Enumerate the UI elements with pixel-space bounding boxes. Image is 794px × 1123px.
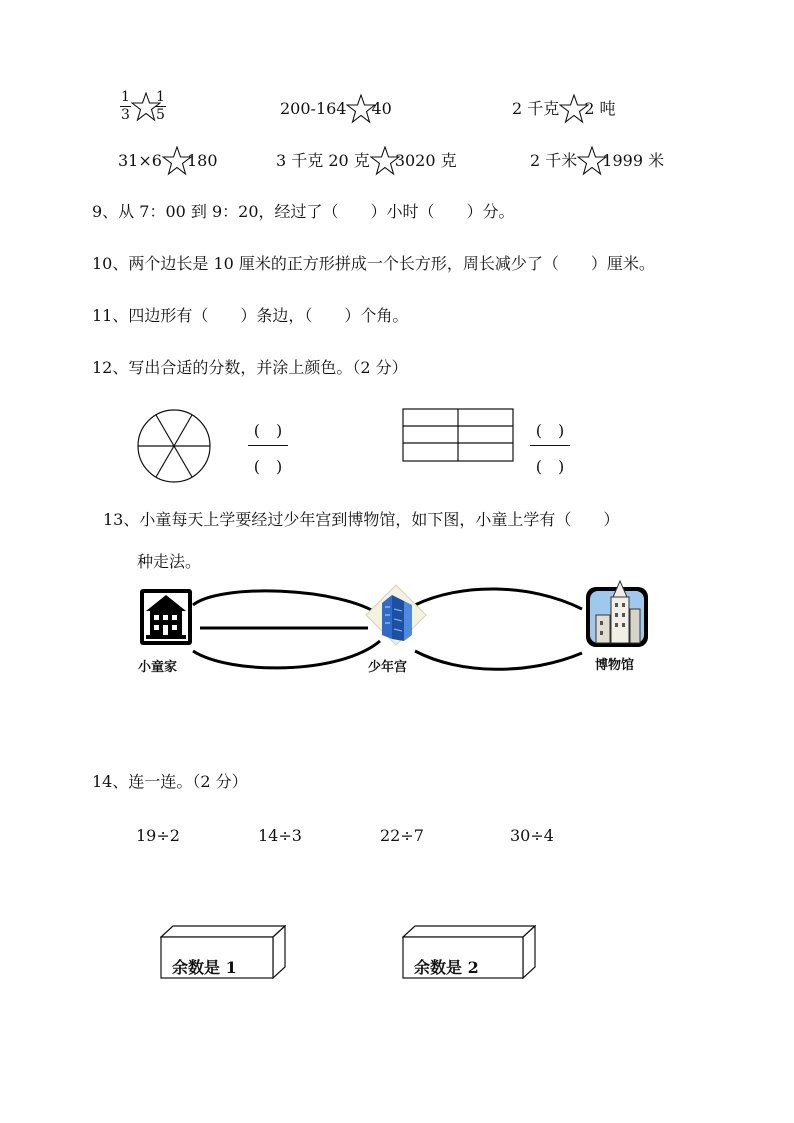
division-1[interactable]: 19÷2: [136, 826, 180, 845]
comparison-5: 3 千克 20 克 3020 克: [276, 146, 457, 176]
comparison-3: 2 千克 2 吨: [512, 94, 616, 124]
museum-icon: [586, 581, 648, 647]
division-4[interactable]: 30÷4: [510, 826, 554, 845]
question-9: 9、从 7：00 到 9：20，经过了（ ）小时（ ）分。: [92, 202, 515, 221]
division-2[interactable]: 14÷3: [258, 826, 302, 845]
remainder-label-2: 余数是 2: [414, 958, 479, 977]
rectangle-sixths[interactable]: [402, 408, 514, 462]
question-14: 14、连一连。（2 分）: [92, 772, 248, 791]
fraction-answer-1[interactable]: ( ) ( ): [248, 418, 288, 477]
question-13-continued: 种走法。: [137, 552, 202, 571]
building-icon: [366, 585, 426, 645]
path-palace-museum-2: [415, 651, 582, 669]
fraction-right: $\frac{1}{5}$: [156, 89, 165, 123]
comparison-6: 2 千米 1999 米: [530, 146, 664, 176]
question-10: 10、两个边长是 10 厘米的正方形拼成一个长方形，周长减少了（ ）厘米。: [92, 254, 655, 273]
circle-sixths[interactable]: [136, 408, 212, 484]
path-palace-museum-1: [415, 589, 582, 609]
comparison-1: [120, 90, 166, 123]
question-13: 13、小童每天上学要经过少年宫到博物馆，如下图，小童上学有（ ）: [103, 510, 620, 529]
fraction-left: $\frac{1}{3}$: [121, 89, 130, 123]
division-3[interactable]: 22÷7: [380, 826, 424, 845]
remainder-label-1: 余数是 1: [172, 958, 237, 977]
path-home-palace-1: [193, 591, 380, 615]
label-palace: 少年宫: [368, 660, 408, 675]
label-home: 小童家: [138, 660, 178, 675]
comparison-4: 31×6 180: [118, 146, 218, 176]
fraction-answer-2[interactable]: ( ) ( ): [530, 418, 570, 477]
comparison-2: 200-164 40: [280, 94, 392, 124]
label-museum: 博物馆: [595, 658, 635, 673]
house-icon: [140, 589, 192, 645]
question-11: 11、四边形有（ ）条边，（ ）个角。: [92, 306, 409, 325]
path-home-palace-3: [193, 641, 380, 668]
question-12: 12、写出合适的分数，并涂上颜色。（2 分）: [92, 358, 408, 377]
